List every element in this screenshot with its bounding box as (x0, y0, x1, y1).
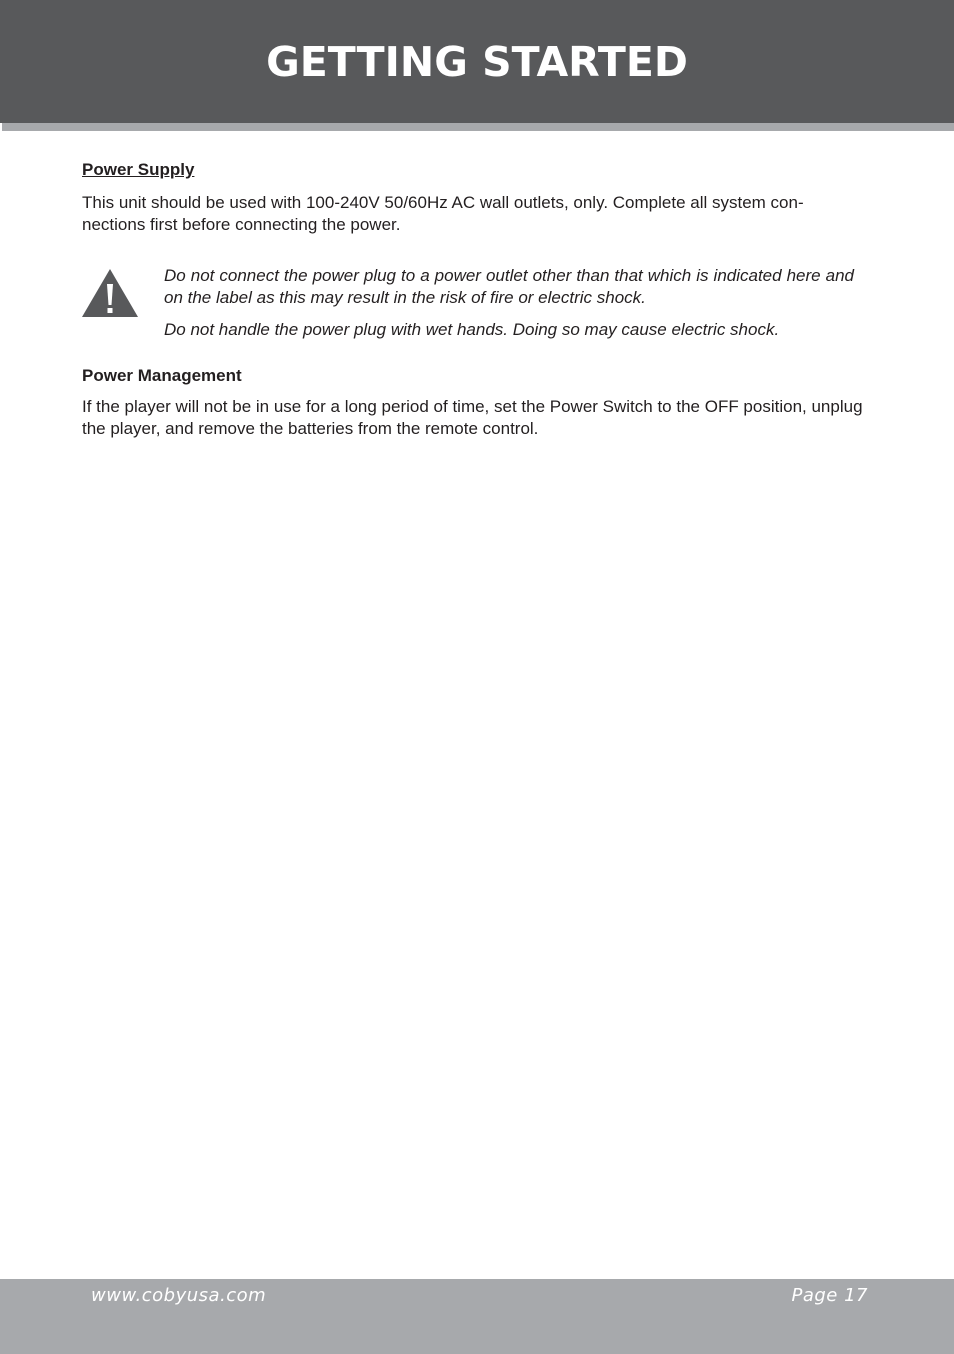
page-title: GETTING STARTED (266, 38, 688, 86)
page-header (0, 0, 954, 123)
power-supply-body-line2: nections first before connecting the power. (82, 215, 401, 234)
power-supply-body-line1: This unit should be used with 100-240V 50/60Hz AC wall outlets, only. Complete all system con- (82, 193, 804, 212)
power-supply-heading: Power Supply (82, 160, 195, 179)
warning-text-2: Do not handle the power plug with wet hands. Doing so may cause electric shock. (164, 320, 780, 339)
power-management-heading: Power Management (82, 366, 242, 385)
footer-url: www.cobyusa.com (91, 1285, 267, 1306)
header-divider (2, 123, 954, 131)
power-management-body: If the player will not be in use for a long period of time, set the Power Switch to the OFF position, unplug the player, and remove the batteries from the remote control. (82, 397, 863, 438)
power-supply-body (82, 192, 874, 236)
warning-text-1: Do not connect the power plug to a power outlet other than that which is indicated here and on the label as this may result in the risk of fire or electric shock. (164, 266, 854, 307)
warning-triangle-icon (81, 268, 139, 318)
page-number: Page 17 (791, 1285, 868, 1306)
